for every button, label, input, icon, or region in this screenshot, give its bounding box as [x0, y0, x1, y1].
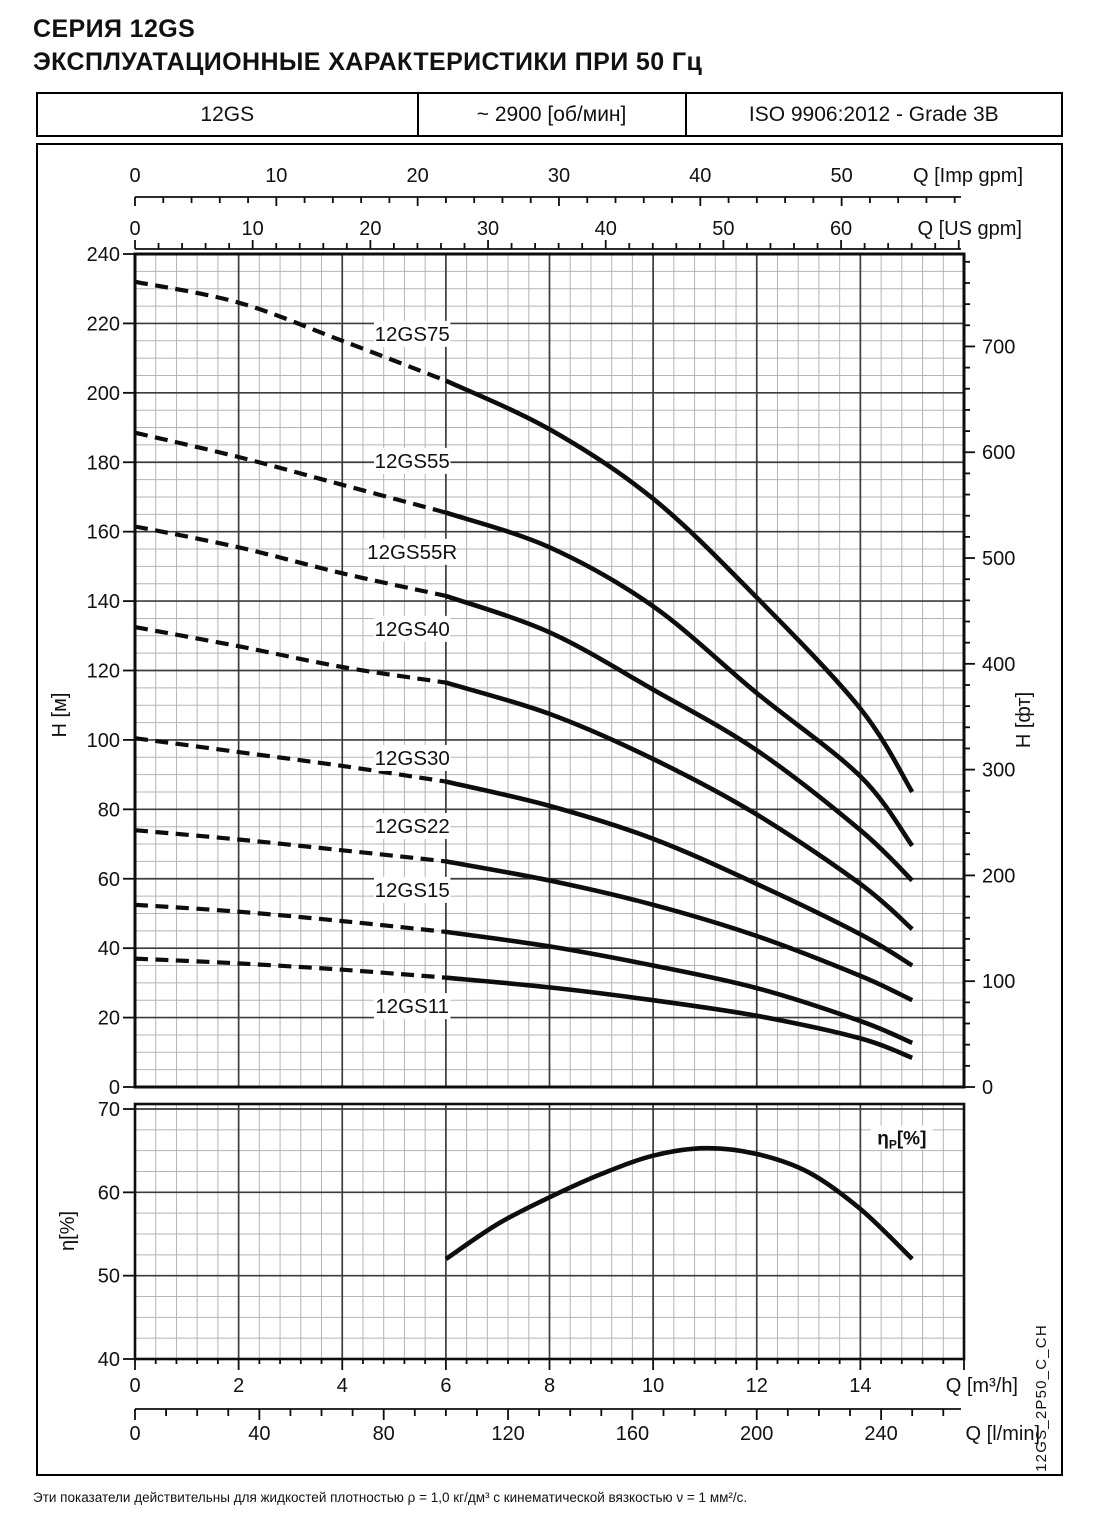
head-ft-tick-label: 700 [982, 336, 1016, 359]
m3h-tick-label: 14 [849, 1375, 872, 1397]
head-m-tick-label: 100 [86, 729, 120, 752]
head-m-tick-label: 0 [108, 1077, 120, 1099]
imp-gpm-tick-label: 20 [406, 165, 429, 187]
eff-pct-tick-label: 70 [97, 1099, 120, 1122]
page-title-line2: ЭКСПЛУАТАЦИОННЫЕ ХАРАКТЕРИСТИКИ ПРИ 50 Гц [33, 48, 703, 76]
head-ft-tick-label: 100 [982, 971, 1016, 994]
imp-gpm-tick-label: 40 [689, 165, 712, 187]
footnote: Эти показатели действительны для жидкостей плотностью ρ = 1,0 кг/дм³ с кинематической вязкостью ν = 1 мм²/с. [33, 1490, 748, 1505]
us-gpm-axis-title: Q [US gpm] [917, 218, 1022, 240]
lmin-tick-label: 40 [248, 1423, 271, 1445]
us-gpm-tick-label: 50 [712, 218, 735, 240]
head-m-tick-label: 40 [97, 938, 120, 961]
m3h-tick-label: 4 [336, 1375, 348, 1397]
head-ft-tick-label: 300 [982, 759, 1016, 782]
curve-dashed-12GS11 [135, 959, 446, 978]
curve-label-12GS55: 12GS55 [374, 449, 450, 473]
us-gpm-tick-label: 10 [241, 218, 264, 240]
m3h-tick-label: 0 [129, 1375, 141, 1397]
imp-gpm-axis-title: Q [Imp gpm] [912, 165, 1023, 187]
imp-gpm-tick-label: 30 [547, 165, 571, 187]
head-ft-axis-title: H [фт] [1013, 691, 1035, 749]
curve-label-12GS11: 12GS11 [375, 995, 450, 1019]
lmin-tick-label: 0 [129, 1423, 141, 1445]
head-m-axis-title: H [м] [49, 692, 71, 738]
curve-solid-12GS40 [446, 683, 912, 930]
head-m-tick-label: 80 [97, 799, 120, 822]
lmin-tick-label: 120 [491, 1423, 525, 1445]
eff-axis-title: η[%] [57, 1210, 79, 1252]
lmin-axis-title: Q [l/min] [965, 1423, 1040, 1445]
lmin-tick-label: 80 [372, 1423, 395, 1445]
lmin-tick-label: 200 [740, 1423, 774, 1445]
curve-solid-12GS75 [446, 381, 912, 792]
us-gpm-tick-label: 30 [476, 218, 500, 240]
head-ft-tick-label: 200 [982, 865, 1016, 888]
m3h-tick-label: 8 [543, 1375, 556, 1397]
us-gpm-tick-label: 20 [359, 218, 382, 240]
drawing-code: 12GS_2P50_C_CH [1033, 1324, 1050, 1472]
header-standard-cell: ISO 9906:2012 - Grade 3B [748, 102, 999, 126]
eff-pct-tick-label: 60 [97, 1182, 120, 1205]
curve-label-12GS22: 12GS22 [374, 814, 450, 838]
head-m-tick-label: 120 [86, 660, 120, 683]
curve-efficiency [446, 1148, 912, 1259]
us-gpm-tick-label: 40 [594, 218, 617, 240]
lmin-tick-label: 160 [615, 1423, 650, 1445]
head-ft-tick-label: 600 [982, 442, 1016, 465]
head-m-tick-label: 200 [86, 382, 120, 405]
head-ft-tick-label: 400 [982, 653, 1016, 676]
head-m-tick-label: 180 [86, 452, 120, 475]
eff-legend: $\eta_P[\%]$ [877, 1128, 927, 1152]
page-title-line1: СЕРИЯ 12GS [33, 15, 196, 43]
pump-curves [135, 282, 912, 1259]
imp-gpm-tick-label: 50 [830, 165, 853, 187]
eff-pct-tick-label: 50 [97, 1265, 120, 1288]
head-ft-tick-label: 0 [982, 1077, 994, 1099]
header-series-cell: 12GS [38, 94, 419, 135]
head-m-tick-label: 60 [97, 868, 120, 891]
curve-label-12GS30: 12GS30 [374, 746, 450, 770]
curve-solid-12GS55R [446, 596, 912, 881]
curve-label-12GS75: 12GS75 [374, 322, 450, 346]
m3h-tick-label: 12 [745, 1375, 768, 1397]
m3h-tick-label: 10 [642, 1375, 665, 1397]
m3h-axis-title: Q [m³/h] [945, 1375, 1018, 1397]
head-m-tick-label: 240 [86, 244, 120, 266]
curve-label-12GS15: 12GS15 [374, 878, 450, 902]
head-m-tick-label: 140 [86, 591, 120, 614]
head-ft-tick-label: 500 [982, 548, 1016, 571]
header-speed-cell: ~ 2900 [об/мин] [419, 94, 687, 135]
us-gpm-tick-label: 0 [129, 218, 141, 240]
imp-gpm-tick-label: 0 [129, 165, 141, 187]
curve-label-12GS40: 12GS40 [374, 617, 450, 641]
head-m-tick-label: 220 [86, 313, 120, 336]
lmin-tick-label: 240 [864, 1423, 898, 1445]
m3h-tick-label: 6 [440, 1375, 452, 1397]
head-m-tick-label: 160 [86, 521, 120, 544]
imp-gpm-tick-label: 10 [265, 165, 288, 187]
us-gpm-tick-label: 60 [829, 218, 853, 240]
m3h-tick-label: 2 [233, 1375, 245, 1397]
head-m-tick-label: 20 [97, 1007, 120, 1030]
curve-dashed-12GS15 [135, 905, 446, 932]
eff-pct-tick-label: 40 [97, 1349, 120, 1371]
curve-label-12GS55R: 12GS55R [367, 540, 458, 564]
